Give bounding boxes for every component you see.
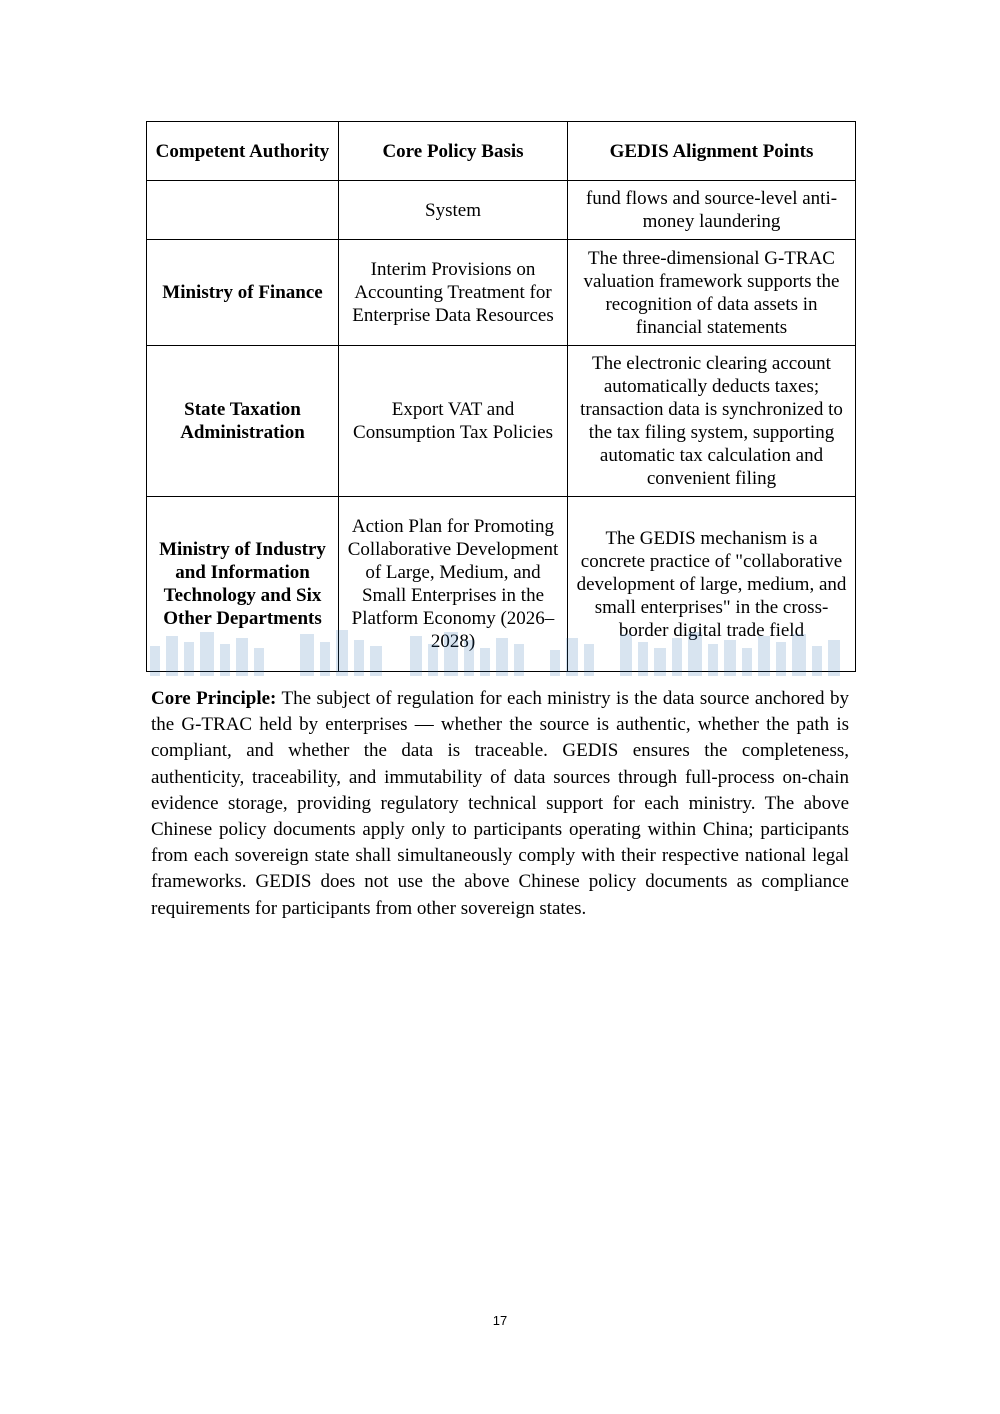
table-row (147, 181, 856, 240)
header-core-policy-basis: Core Policy Basis (339, 122, 568, 181)
authority-cell (147, 181, 339, 240)
core-principle-body: The subject of regulation for each ministry is the data source anchored by the G-TRAC held by enterprises — whether the source is authentic, whether the path is compliant, and whether the data is traceable. GEDIS ensures the completeness, authenticity, traceability, and immutability of data sources through full-process on-chain evidence storage, providing regulatory technical support for each ministry. The above Chinese policy documents apply only to participants operating within China; participants from each sovereign state shall simultaneously comply with their respective national legal frameworks. GEDIS does not use the above Chinese policy documents as compliance requirements for participants from other sovereign states. (151, 688, 849, 919)
policy-cell: System (339, 181, 568, 240)
table-row (147, 346, 856, 497)
alignment-cell: The GEDIS mechanism is a concrete practice of "collaborative development of large, medium, and small enterprises" in the cross-border digital trade field (568, 497, 856, 672)
authority-cell: Ministry of Industry and Information Technology and Six Other Departments (147, 497, 339, 672)
authority-cell: State Taxation Administration (147, 346, 339, 497)
alignment-cell: The electronic clearing account automatically deducts taxes; transaction data is synchronized to the tax filing system, supporting automatic tax calculation and convenient filing (568, 346, 856, 497)
policy-cell: Interim Provisions on Accounting Treatment for Enterprise Data Resources (339, 240, 568, 346)
core-principle-lead: Core Principle: (151, 688, 277, 709)
policy-table (146, 121, 856, 672)
table-row (147, 240, 856, 346)
policy-cell: Export VAT and Consumption Tax Policies (339, 346, 568, 497)
header-competent-authority: Competent Authority (147, 122, 339, 181)
table-header-row (147, 122, 856, 181)
table-row (147, 497, 856, 672)
alignment-cell: The three-dimensional G-TRAC valuation framework supports the recognition of data assets in financial statements (568, 240, 856, 346)
page-number: 17 (492, 1313, 508, 1328)
core-principle-paragraph (151, 686, 849, 922)
policy-cell: Action Plan for Promoting Collaborative Development of Large, Medium, and Small Enterprises in the Platform Economy (2026–2028) (339, 497, 568, 672)
alignment-cell: fund flows and source-level anti-money laundering (568, 181, 856, 240)
header-gedis-alignment-points: GEDIS Alignment Points (568, 122, 856, 181)
authority-cell: Ministry of Finance (147, 240, 339, 346)
